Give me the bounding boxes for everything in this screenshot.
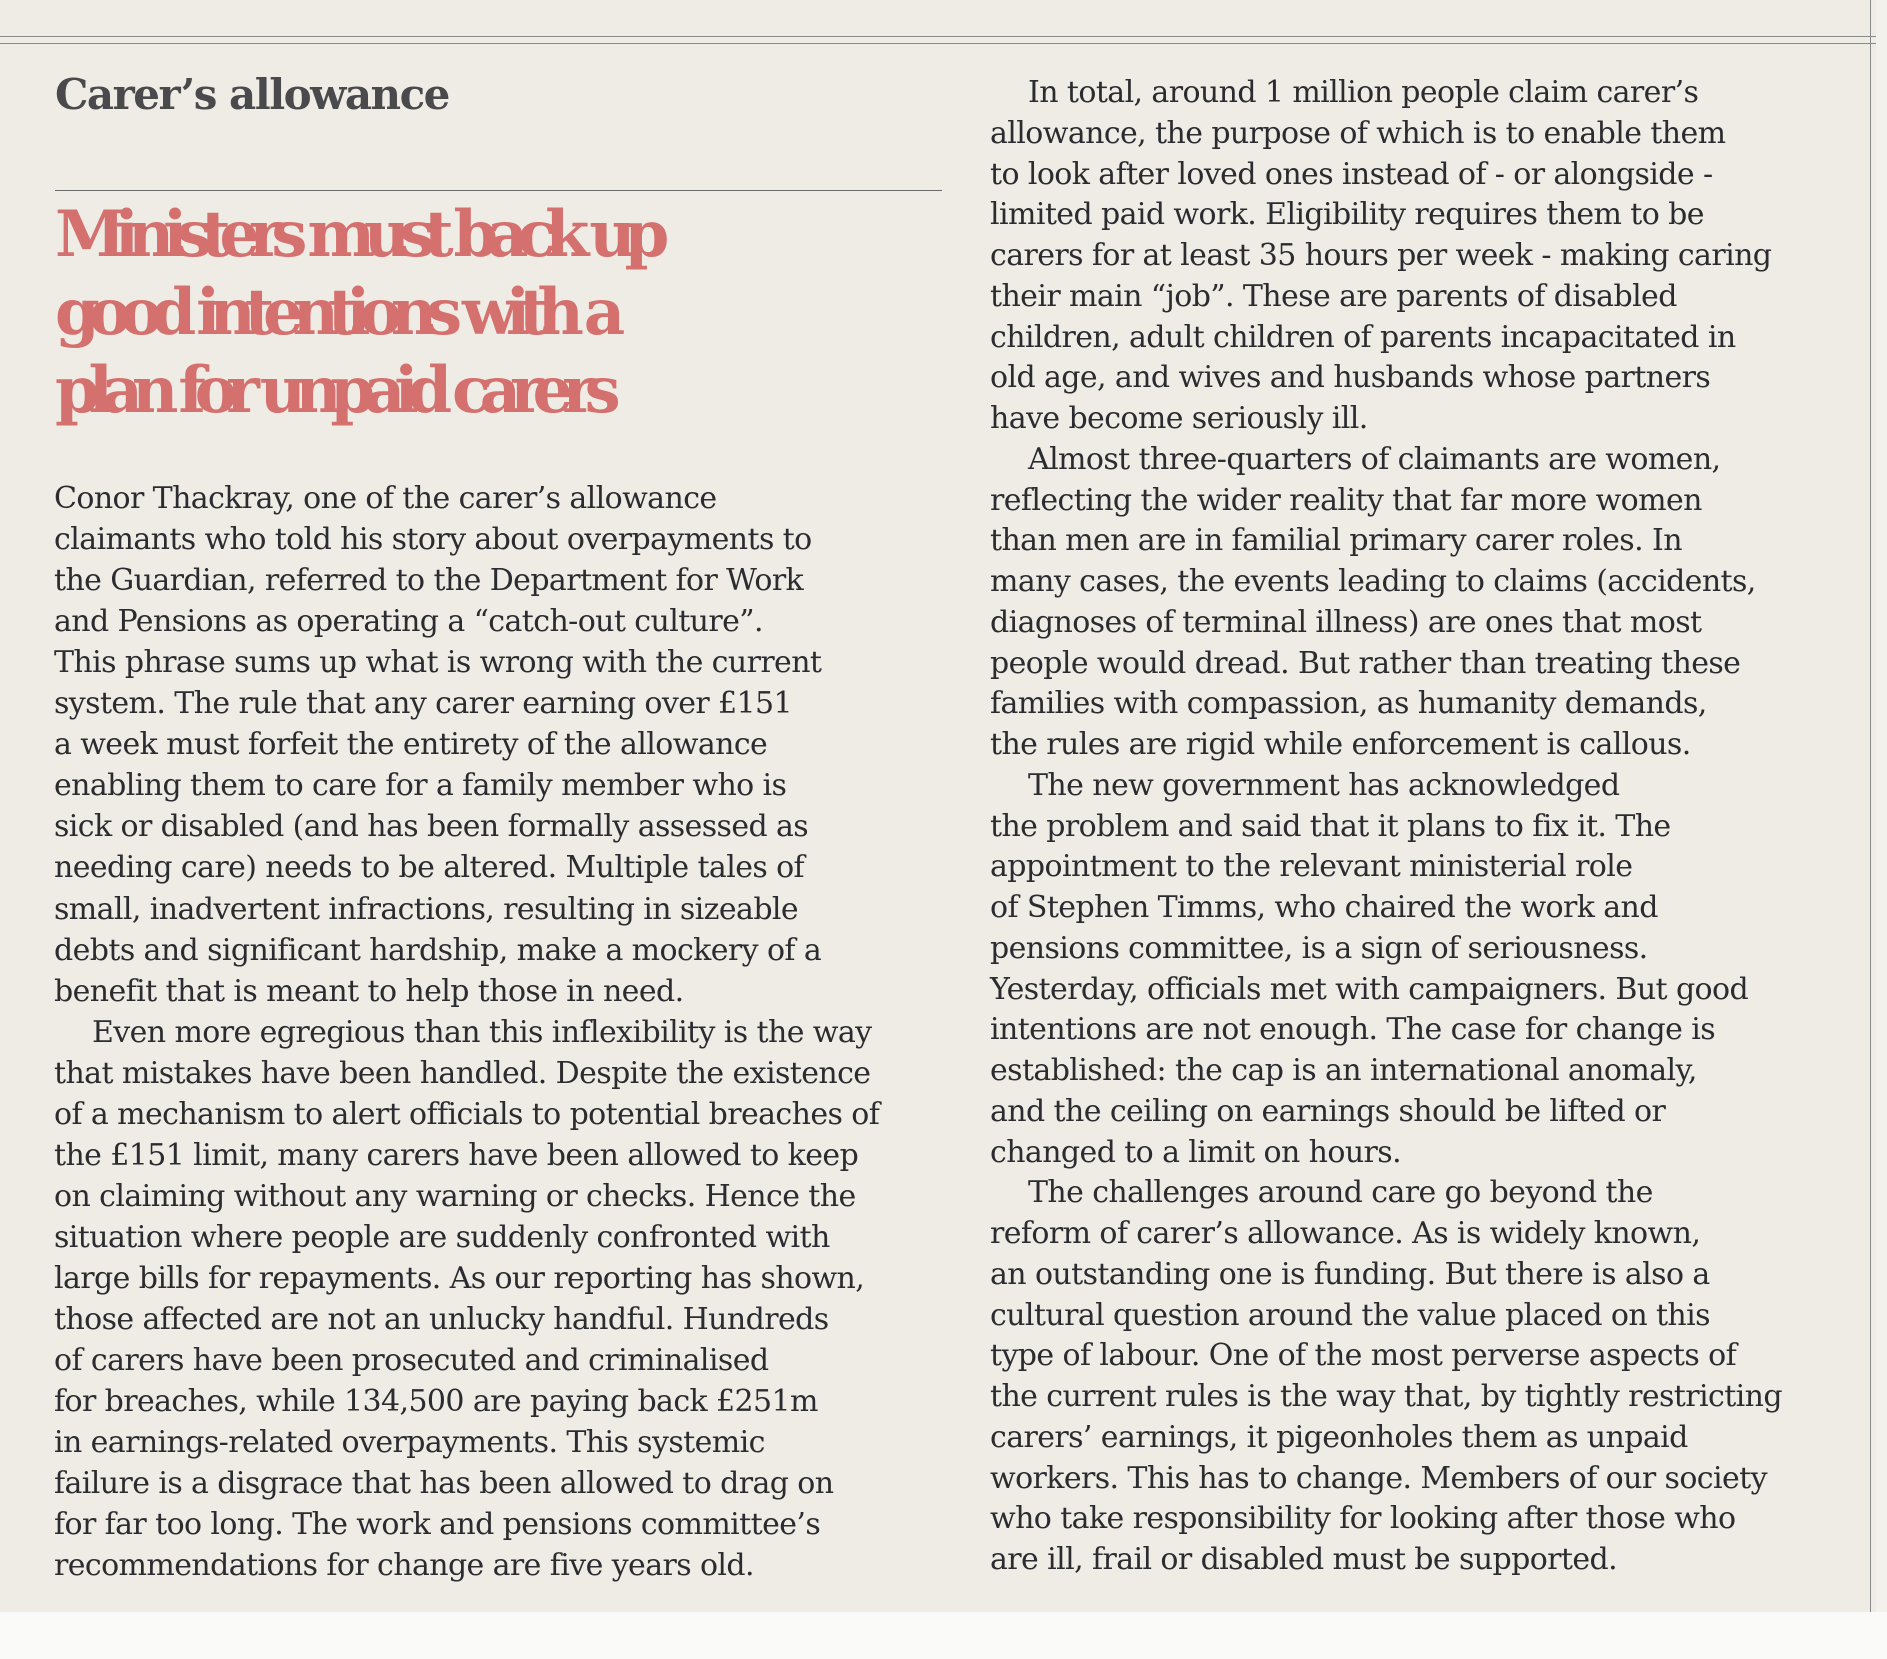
text-line: The new government has acknowledged	[1028, 767, 1620, 803]
text-line: reform of carer’s allowance. As is widely known,	[990, 1216, 1701, 1251]
text-line: system. The rule that any carer earning over £151	[54, 686, 792, 722]
text-line: families with compassion, as humanity demands,	[990, 686, 1707, 722]
text-line: a week must forfeit the entirety of the allowance	[54, 727, 768, 763]
text-line: Almost three-quarters of claimants are women,	[1028, 441, 1721, 477]
text-line: have become seriously ill.	[990, 401, 1368, 436]
text-line: enabling them to care for a family member who is	[54, 768, 787, 804]
headline-line: plan for unpaid carers	[55, 353, 610, 428]
text-line: children, adult children of parents incapacitated in	[990, 319, 1736, 355]
text-line: sick or disabled (and has been formally assessed as	[54, 809, 809, 845]
text-line: in earnings-related overpayments. This systemic	[54, 1425, 765, 1461]
text-line: of Stephen Timms, who chaired the work and	[990, 890, 1658, 925]
text-line: small, inadvertent infractions, resulting in sizeable	[54, 891, 799, 927]
text-line: changed to a limit on hours.	[990, 1134, 1402, 1170]
text-line: recommendations for change are five years old.	[54, 1548, 754, 1584]
text-line: people would dread. But rather than treating these	[990, 645, 1741, 681]
headline-line: good intentions with a	[55, 275, 615, 350]
text-line: who take responsibility for looking after those who	[990, 1501, 1736, 1537]
right-edge-rule	[1870, 0, 1871, 1612]
text-line: diagnoses of terminal illness) are ones that most	[990, 604, 1702, 640]
text-line: for breaches, while 134,500 are paying back £251m	[54, 1384, 818, 1420]
text-line: of carers have been prosecuted and criminalised	[54, 1343, 769, 1379]
section-kicker: Carer’s allowance	[55, 70, 449, 119]
text-line: on claiming without any warning or checks. Hence the	[54, 1178, 856, 1214]
top-rule-double	[0, 43, 1876, 44]
text-line: the £151 limit, many carers have been allowed to keep	[54, 1137, 859, 1173]
text-line: carers’ earnings, it pigeonholes them as unpaid	[990, 1419, 1688, 1455]
text-line: the current rules is the way that, by tightly restricting	[990, 1379, 1782, 1414]
text-line: of a mechanism to alert officials to potential breaches of	[54, 1096, 880, 1132]
headline	[55, 196, 955, 430]
text-line: benefit that is meant to help those in need.	[54, 973, 684, 1009]
text-line: reflecting the wider reality that far more women	[990, 482, 1702, 518]
text-line: Even more egregious than this inflexibility is the way	[92, 1014, 872, 1050]
text-line: old age, and wives and husbands whose partners	[990, 360, 1711, 396]
text-line: the rules are rigid while enforcement is callous.	[990, 727, 1691, 762]
text-line: for far too long. The work and pensions committee’s	[54, 1507, 821, 1543]
text-line: The challenges around care go beyond the	[1028, 1175, 1653, 1211]
top-rule	[0, 36, 1876, 37]
text-line: claimants who told his story about overpayments to	[54, 522, 812, 558]
text-line: allowance, the purpose of which is to enable them	[990, 115, 1726, 151]
text-line: pensions committee, is a sign of seriousness.	[990, 930, 1648, 966]
text-line: their main “job”. These are parents of disabled	[990, 278, 1677, 314]
text-line: debts and significant hardship, make a mockery of a	[54, 932, 822, 968]
text-line: an outstanding one is funding. But there is also a	[990, 1256, 1710, 1292]
text-line: that mistakes have been handled. Despite the existence	[54, 1055, 871, 1091]
text-line: Yesterday, officials met with campaigners. But good	[990, 971, 1749, 1007]
text-line: the problem and said that it plans to fix it. The	[990, 808, 1671, 844]
text-line: needing care) needs to be altered. Multiple tales of	[54, 850, 805, 886]
text-line: limited paid work. Eligibility requires them to be	[990, 197, 1704, 233]
text-line: This phrase sums up what is wrong with the current	[54, 645, 822, 681]
text-line: and the ceiling on earnings should be lifted or	[990, 1093, 1666, 1129]
text-line: large bills for repayments. As our reporting has shown,	[54, 1260, 865, 1296]
text-line: Conor Thackray, one of the carer’s allowance	[54, 481, 717, 516]
text-line: appointment to the relevant ministerial role	[990, 849, 1633, 885]
text-line: carers for at least 35 hours per week - making caring	[990, 238, 1772, 273]
text-line: In total, around 1 million people claim carer’s	[1028, 75, 1699, 110]
text-line: failure is a disgrace that has been allowed to drag on	[54, 1466, 834, 1502]
text-line: established: the cap is an international anomaly,	[990, 1053, 1697, 1088]
text-line: are ill, frail or disabled must be supported.	[990, 1542, 1618, 1577]
kicker-divider	[55, 190, 942, 191]
text-line: situation where people are suddenly confronted with	[54, 1219, 830, 1255]
text-line: intentions are not enough. The case for change is	[990, 1012, 1716, 1048]
text-line: type of labour. One of the most perverse aspects of	[990, 1338, 1737, 1374]
text-line: to look after loved ones instead of - or alongside -	[990, 156, 1713, 192]
text-line: workers. This has to change. Members of our society	[990, 1460, 1767, 1496]
text-line: the Guardian, referred to the Department for Work	[54, 563, 804, 599]
text-line: cultural question around the value placed on this	[990, 1297, 1710, 1333]
text-line: and Pensions as operating a “catch-out culture”.	[54, 604, 763, 640]
scan-margin	[0, 1612, 1887, 1659]
text-line: those affected are not an unlucky handful. Hundreds	[54, 1302, 829, 1337]
text-line: many cases, the events leading to claims (accidents,	[990, 564, 1756, 599]
headline-line: Ministers must back up	[55, 197, 659, 272]
text-line: than men are in familial primary carer roles. In	[990, 523, 1682, 559]
